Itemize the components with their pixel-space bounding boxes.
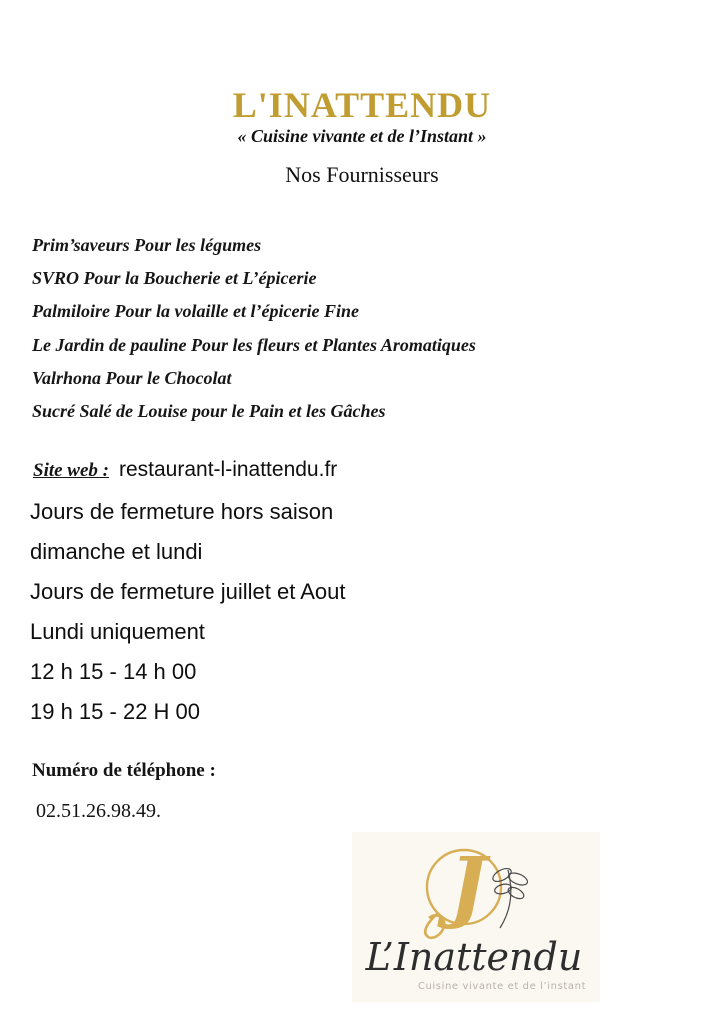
website-label: Site web : — [33, 460, 109, 481]
logo-name-text: L’Inattendu — [365, 935, 583, 979]
website-row — [33, 458, 337, 482]
logo-leaf-branch-icon — [491, 866, 529, 928]
logo-graphic — [352, 832, 600, 1002]
hours-lunch: 12 h 15 - 14 h 00 — [30, 659, 197, 684]
opening-info-block — [30, 492, 704, 732]
supplier-line: SVRO Pour la Boucherie et L’épicerie — [32, 268, 317, 289]
closure-offseason-label: Jours de fermeture hors saison — [30, 499, 334, 524]
supplier-line: Prim’saveurs Pour les légumes — [32, 235, 262, 255]
suppliers-list — [32, 229, 704, 428]
phone-label: Numéro de téléphone : — [32, 760, 216, 781]
closure-summer-label: Jours de fermeture juillet et Aout — [30, 579, 346, 604]
closure-offseason-days: dimanche et lundi — [30, 539, 203, 564]
supplier-line: Valrhona Pour le Chocolat — [32, 367, 232, 388]
restaurant-title: L'INATTENDU — [232, 85, 492, 125]
section-heading-fournisseurs: Nos Fournisseurs — [285, 162, 439, 187]
logo-monogram-letter: J — [449, 841, 487, 932]
restaurant-logo — [352, 832, 600, 1002]
supplier-line: Sucré Salé de Louise pour le Pain et les Gâches — [32, 401, 386, 422]
supplier-line: Palmiloire Pour la volaille et l’épicerie Fine — [32, 301, 359, 322]
logo-tagline-text: Cuisine vivante et de l’instant — [417, 981, 587, 992]
hours-dinner: 19 h 15 - 22 H 00 — [30, 699, 201, 724]
restaurant-tagline: « Cuisine vivante et de l’Instant » — [237, 126, 487, 146]
closure-summer-days: Lundi uniquement — [30, 619, 205, 644]
supplier-line: Le Jardin de pauline Pour les fleurs et Plantes Aromatiques — [32, 334, 476, 355]
phone-number: 02.51.26.98.49. — [36, 800, 161, 822]
website-url: restaurant-l-inattendu.fr — [119, 458, 338, 481]
